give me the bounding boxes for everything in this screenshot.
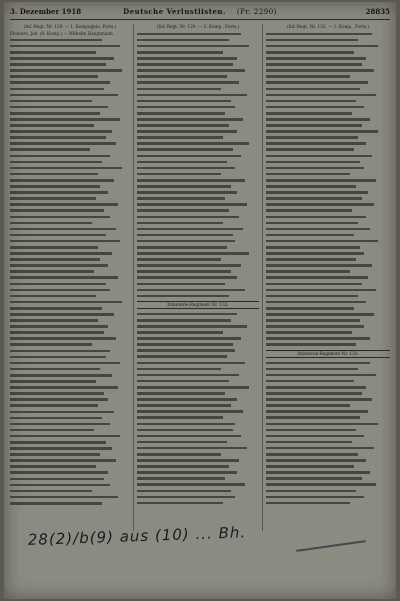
illegible-text-line — [266, 57, 366, 60]
illegible-text-line — [137, 435, 241, 438]
illegible-text-line — [266, 100, 356, 103]
illegible-text-line — [266, 197, 362, 200]
illegible-text-line — [137, 136, 223, 139]
illegible-text-line — [137, 392, 225, 395]
illegible-text-line — [137, 234, 233, 237]
illegible-text-line — [137, 106, 235, 109]
illegible-text-line — [266, 130, 378, 133]
illegible-text-line — [10, 380, 96, 383]
list-item — [266, 342, 390, 348]
illegible-text-line — [137, 252, 249, 255]
illegible-text-line — [137, 483, 245, 486]
illegible-text-line — [10, 45, 120, 48]
list-item — [266, 500, 390, 506]
illegible-text-line — [10, 155, 110, 158]
list-item — [137, 500, 259, 506]
illegible-text-line — [137, 270, 231, 273]
illegible-text-line — [10, 423, 110, 426]
illegible-text-line — [137, 325, 247, 328]
illegible-text-line — [266, 404, 350, 407]
column-separator — [262, 24, 263, 531]
illegible-text-line — [266, 496, 364, 499]
illegible-text-line — [266, 234, 354, 237]
illegible-text-line — [266, 136, 358, 139]
illegible-text-line — [10, 130, 112, 133]
section-heading-box: Infanterie-Regiment Nr. 132. — [137, 301, 259, 309]
illegible-text-line — [137, 39, 229, 42]
illegible-text-line — [137, 374, 239, 377]
illegible-text-line — [10, 179, 114, 182]
illegible-text-line — [137, 216, 239, 219]
illegible-text-line — [10, 69, 122, 72]
illegible-text-line — [10, 51, 96, 54]
illegible-text-line — [266, 477, 362, 480]
header-title — [10, 6, 390, 18]
illegible-text-line — [266, 392, 362, 395]
illegible-text-line — [10, 81, 110, 84]
illegible-text-line — [266, 398, 372, 401]
illegible-text-line — [10, 136, 106, 139]
illegible-text-line — [266, 142, 366, 145]
illegible-text-line — [10, 350, 110, 353]
illegible-text-line — [137, 45, 249, 48]
illegible-text-line — [137, 240, 235, 243]
illegible-text-line — [266, 465, 354, 468]
illegible-text-line — [10, 447, 112, 450]
illegible-text-line — [137, 313, 237, 316]
illegible-text-line — [137, 185, 231, 188]
illegible-text-line — [266, 45, 378, 48]
illegible-text-line — [266, 75, 350, 78]
illegible-text-line — [137, 295, 229, 298]
illegible-text-line — [266, 173, 350, 176]
illegible-text-line — [266, 161, 360, 164]
illegible-text-line — [10, 185, 100, 188]
illegible-text-line — [137, 155, 241, 158]
illegible-text-line — [266, 264, 372, 267]
illegible-text-line — [266, 283, 362, 286]
illegible-text-line — [137, 465, 229, 468]
illegible-text-line — [266, 319, 360, 322]
illegible-text-line — [137, 197, 225, 200]
list-item — [137, 293, 259, 299]
illegible-text-line — [137, 276, 237, 279]
illegible-text-line — [10, 307, 102, 310]
illegible-text-line — [266, 343, 356, 346]
illegible-text-line — [137, 130, 237, 133]
illegible-text-line — [266, 94, 376, 97]
illegible-text-line — [10, 39, 102, 42]
illegible-text-line — [10, 343, 92, 346]
illegible-text-line — [266, 307, 354, 310]
illegible-text-line — [10, 374, 112, 377]
illegible-text-line — [10, 94, 118, 97]
illegible-text-line — [10, 295, 96, 298]
illegible-text-line — [137, 100, 231, 103]
illegible-text-line — [266, 33, 372, 36]
illegible-text-line — [137, 88, 221, 91]
illegible-text-line — [10, 106, 108, 109]
illegible-text-line — [137, 228, 243, 231]
illegible-text-line — [137, 337, 241, 340]
illegible-text-line — [10, 313, 114, 316]
illegible-text-line — [137, 404, 231, 407]
illegible-text-line — [266, 374, 376, 377]
illegible-text-line — [10, 161, 102, 164]
illegible-text-line — [10, 222, 92, 225]
illegible-text-line — [137, 459, 239, 462]
illegible-text-line — [266, 276, 368, 279]
illegible-text-line — [137, 69, 245, 72]
illegible-text-line — [10, 173, 98, 176]
illegible-text-line — [266, 63, 362, 66]
illegible-text-line — [266, 148, 354, 151]
illegible-text-line — [10, 209, 104, 212]
illegible-text-line — [137, 502, 223, 505]
column-3 — [266, 24, 390, 531]
illegible-text-line — [137, 167, 235, 170]
illegible-text-line — [137, 148, 233, 151]
illegible-text-line — [10, 197, 96, 200]
illegible-text-line — [10, 234, 106, 237]
illegible-text-line — [266, 240, 378, 243]
illegible-text-line — [137, 75, 227, 78]
handwritten-note: 28(2)/b(9) aus (10) ... Bh. — [27, 523, 247, 549]
illegible-text-line — [10, 496, 118, 499]
illegible-text-line — [137, 423, 235, 426]
illegible-text-line — [10, 240, 120, 243]
illegible-text-line — [266, 289, 376, 292]
illegible-text-line — [266, 471, 370, 474]
illegible-text-line — [10, 368, 100, 371]
illegible-text-line — [10, 417, 102, 420]
illegible-text-line — [266, 295, 358, 298]
illegible-text-line — [10, 228, 116, 231]
illegible-text-line — [137, 289, 245, 292]
illegible-text-line — [137, 362, 245, 365]
illegible-text-line — [266, 246, 360, 249]
illegible-text-line — [10, 325, 108, 328]
illegible-text-line — [137, 124, 229, 127]
illegible-text-line — [266, 39, 358, 42]
illegible-text-line — [10, 283, 106, 286]
illegible-text-line — [137, 447, 247, 450]
illegible-text-line — [266, 362, 370, 365]
header-title-text: Deutsche Verlustlisten. — [123, 7, 226, 16]
illegible-text-line — [266, 228, 370, 231]
illegible-text-line — [137, 453, 221, 456]
illegible-text-line — [10, 478, 104, 481]
illegible-text-line — [10, 337, 116, 340]
illegible-text-line — [266, 216, 366, 219]
illegible-text-line — [266, 368, 358, 371]
illegible-text-line — [266, 191, 368, 194]
illegible-text-line — [266, 386, 366, 389]
illegible-text-line — [10, 362, 120, 365]
illegible-text-line — [10, 331, 104, 334]
illegible-text-line — [10, 270, 94, 273]
illegible-text-line — [266, 258, 356, 261]
illegible-text-line — [137, 94, 247, 97]
page-header — [10, 6, 390, 17]
illegible-text-line — [137, 112, 225, 115]
illegible-text-line — [137, 264, 241, 267]
illegible-text-line — [266, 337, 370, 340]
illegible-text-line — [10, 471, 108, 474]
illegible-text-line — [137, 203, 247, 206]
illegible-text-line — [10, 276, 118, 279]
illegible-text-line — [266, 270, 350, 273]
illegible-text-line — [10, 411, 114, 414]
illegible-text-line — [266, 447, 374, 450]
illegible-text-line — [266, 502, 350, 505]
illegible-text-line — [137, 179, 245, 182]
illegible-text-line — [266, 203, 374, 206]
illegible-text-line — [266, 81, 368, 84]
illegible-text-line — [266, 301, 366, 304]
illegible-text-line — [266, 155, 372, 158]
illegible-text-line — [266, 167, 364, 170]
illegible-text-line — [10, 258, 100, 261]
illegible-text-line — [137, 81, 239, 84]
illegible-text-line — [10, 319, 98, 322]
illegible-text-line — [10, 386, 118, 389]
illegible-text-line — [10, 453, 100, 456]
illegible-text-line — [10, 203, 118, 206]
illegible-text-line — [266, 185, 356, 188]
illegible-text-line — [266, 69, 374, 72]
illegible-text-line — [10, 398, 108, 401]
illegible-text-line — [266, 435, 364, 438]
illegible-text-line — [137, 441, 227, 444]
illegible-text-line — [266, 490, 356, 493]
illegible-text-line — [137, 416, 223, 419]
illegible-text-line — [10, 246, 98, 249]
illegible-text-line — [10, 502, 102, 505]
illegible-text-line — [137, 496, 235, 499]
header-page-number: 28835 — [365, 7, 390, 16]
column-heading: (Inf.-Regt. Nr. 129. — 1. Kompagnie, Forts.) — [23, 24, 117, 29]
column-2 — [137, 24, 259, 531]
illegible-text-line — [137, 477, 225, 480]
illegible-text-line — [10, 88, 104, 91]
illegible-text-line — [10, 63, 106, 66]
illegible-text-line — [10, 148, 90, 151]
header-issue: (Pr. 2290) — [236, 8, 277, 16]
illegible-text-line — [266, 106, 364, 109]
illegible-text-line — [137, 191, 237, 194]
illegible-text-line — [266, 441, 352, 444]
illegible-text-line — [10, 465, 96, 468]
header-rule — [10, 19, 390, 20]
illegible-text-line — [10, 118, 120, 121]
illegible-text-line — [10, 100, 92, 103]
illegible-text-line — [137, 398, 237, 401]
section-heading-box: Infanterie-Regiment Nr. 133. — [266, 350, 390, 358]
illegible-text-line — [266, 459, 366, 462]
illegible-text-line — [10, 441, 106, 444]
illegible-text-line — [266, 423, 378, 426]
illegible-text-line — [10, 57, 114, 60]
column-heading: (Inf.-Regt. Nr. 129. — 2. Komp., Forts.) — [156, 24, 240, 29]
illegible-text-line — [266, 453, 358, 456]
illegible-text-line — [137, 380, 229, 383]
illegible-text-line — [137, 173, 221, 176]
illegible-text-line — [137, 57, 237, 60]
illegible-text-line — [266, 416, 360, 419]
illegible-text-line — [137, 349, 235, 352]
illegible-text-line — [266, 429, 356, 432]
illegible-text-line — [266, 331, 352, 334]
illegible-text-line — [137, 51, 223, 54]
illegible-text-line — [266, 209, 352, 212]
illegible-text-line — [137, 410, 243, 413]
illegible-text-line — [10, 216, 110, 219]
illegible-text-line — [10, 484, 110, 487]
illegible-text-line — [137, 63, 233, 66]
illegible-text-line — [10, 191, 108, 194]
illegible-text-line — [10, 392, 104, 395]
illegible-text-line — [137, 283, 225, 286]
header-date: 3. Dezember 1918 — [10, 7, 82, 16]
illegible-text-line — [137, 161, 227, 164]
list-item — [10, 500, 130, 506]
illegible-text-line — [137, 386, 249, 389]
illegible-text-line — [137, 142, 249, 145]
illegible-text-line — [10, 429, 94, 432]
illegible-text-line — [10, 459, 116, 462]
illegible-text-line — [266, 112, 352, 115]
illegible-text-line — [10, 490, 92, 493]
illegible-text-line — [137, 209, 229, 212]
illegible-text-line — [137, 118, 243, 121]
illegible-text-line — [137, 222, 223, 225]
illegible-text-line — [10, 356, 106, 359]
illegible-text-line — [10, 167, 122, 170]
illegible-text-line — [266, 380, 354, 383]
column-separator — [133, 24, 134, 531]
illegible-text-line — [10, 124, 94, 127]
illegible-text-line — [266, 124, 362, 127]
illegible-text-line — [137, 33, 241, 36]
illegible-text-line — [137, 490, 231, 493]
illegible-text-line — [266, 88, 360, 91]
illegible-text-line — [137, 429, 233, 432]
column-1 — [10, 24, 130, 531]
illegible-text-line — [137, 246, 227, 249]
illegible-text-line — [10, 435, 120, 438]
illegible-text-line — [266, 179, 376, 182]
column-heading: (Inf.-Regt. Nr. 132. — 1. Komp., Forts.) — [286, 24, 370, 29]
illegible-text-line — [266, 410, 368, 413]
illegible-text-line — [137, 471, 237, 474]
illegible-text-line — [10, 112, 100, 115]
illegible-text-line — [137, 319, 231, 322]
illegible-text-line — [266, 222, 358, 225]
illegible-text-line — [266, 483, 376, 486]
illegible-text-line — [266, 325, 364, 328]
illegible-text-line — [10, 289, 110, 292]
illegible-text-line — [137, 368, 221, 371]
illegible-text-line — [137, 343, 233, 346]
illegible-text-line — [266, 252, 364, 255]
illegible-text-line — [137, 258, 221, 261]
illegible-text-line — [137, 355, 227, 358]
illegible-text-line — [10, 75, 98, 78]
illegible-text-line — [10, 142, 116, 145]
illegible-text-line — [10, 301, 122, 304]
illegible-text-line — [266, 118, 370, 121]
illegible-text-line — [10, 264, 108, 267]
illegible-text-line — [10, 252, 112, 255]
illegible-text-line — [137, 331, 223, 334]
list-item-text: Pioniere, Joh. (4. Komp.) — Wilhelm Hauptmann — [10, 31, 113, 36]
illegible-text-line — [10, 404, 98, 407]
illegible-text-line — [266, 313, 374, 316]
newspaper-page — [4, 2, 396, 599]
illegible-text-line — [266, 51, 354, 54]
